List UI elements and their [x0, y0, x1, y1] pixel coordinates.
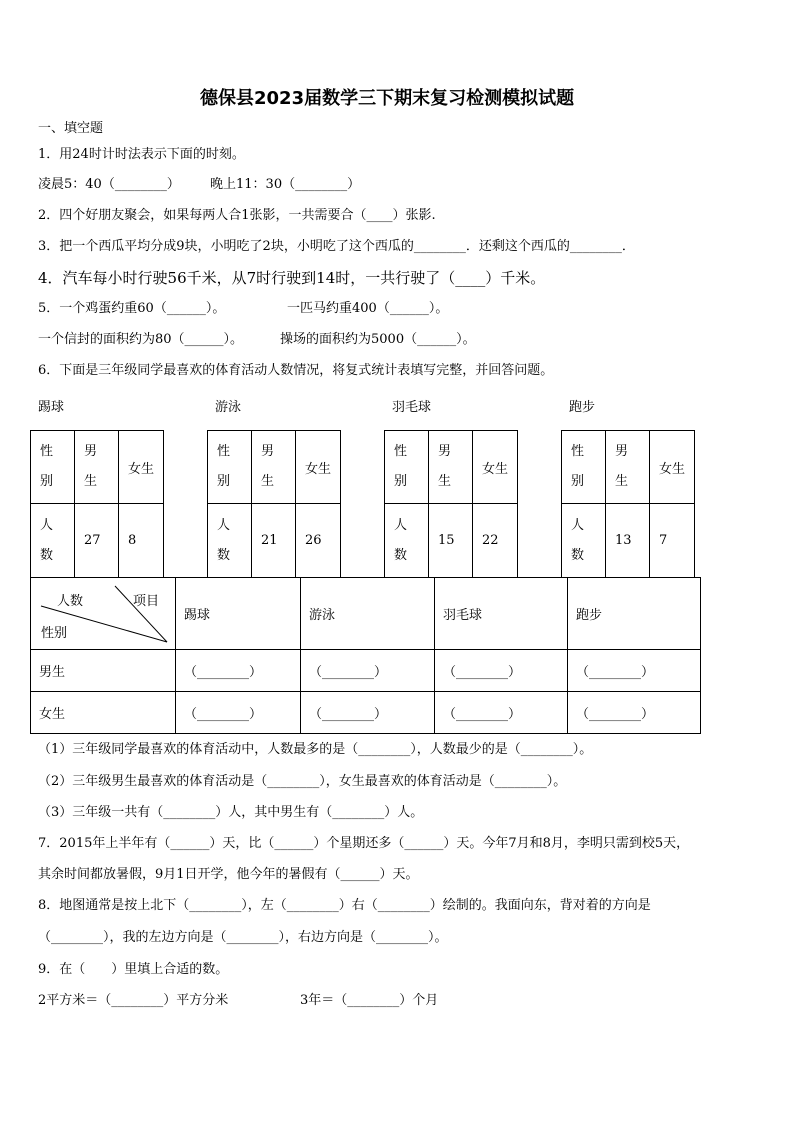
question-1: 1．用24时计时法表示下面的时刻。: [38, 147, 245, 162]
cell-boys-value: 27: [75, 504, 119, 578]
cell-girl-header: 女生: [296, 431, 341, 504]
blank-cell[interactable]: （________）: [176, 692, 301, 734]
question-3: 3．把一个西瓜平均分成9块，小明吃了2块，小明吃了这个西瓜的________．还剩这个西瓜的________．: [38, 239, 635, 254]
table-swimming: [207, 430, 341, 578]
question-5a: 5．一个鸡蛋约重60（______）。: [38, 301, 226, 316]
table-running: [561, 430, 695, 578]
cell-girls-value: 26: [296, 504, 341, 578]
cell-boys-value: 13: [606, 504, 650, 578]
summary-col-swimming: 游泳: [301, 578, 435, 650]
corner-item-label: 项目: [133, 594, 160, 609]
cell-gender: 性 别: [40, 444, 54, 489]
cell-boy-header: 男 生: [261, 444, 275, 489]
question-5d: 操场的面积约为5000（______）。: [280, 332, 476, 347]
cell-boy-header: 男 生: [84, 444, 98, 489]
blank-cell[interactable]: （________）: [301, 650, 435, 692]
question-9: 9．在（ ）里填上合适的数。: [38, 962, 229, 977]
question-8-line2: （________），我的左边方向是（________），右边方向是（________）。: [38, 930, 448, 945]
cell-girls-value: 8: [119, 504, 164, 578]
blank-cell[interactable]: （________）: [568, 650, 701, 692]
summary-col-badminton: 羽毛球: [435, 578, 568, 650]
cell-girl-header: 女生: [473, 431, 518, 504]
cell-count: 人 数: [394, 517, 408, 563]
table-label-badminton: 羽毛球: [392, 400, 432, 415]
cell-gender: 性 别: [394, 444, 408, 489]
cell-count: 人 数: [217, 517, 231, 563]
section-heading: 一、填空题: [38, 121, 104, 136]
summary-row-boys: 男生: [31, 650, 176, 692]
question-5c: 一个信封的面积约为80（______）。: [38, 332, 244, 347]
table-label-football: 踢球: [38, 400, 65, 415]
corner-gender-label: 性别: [41, 626, 68, 641]
blank-cell[interactable]: （________）: [568, 692, 701, 734]
table-label-running: 跑步: [569, 400, 596, 415]
cell-girls-value: 22: [473, 504, 518, 578]
summary-col-football: 踢球: [176, 578, 301, 650]
question-1b: 晚上11：30（________）: [210, 177, 361, 192]
cell-boys-value: 21: [252, 504, 296, 578]
cell-count: 人 数: [571, 517, 585, 563]
cell-girl-header: 女生: [650, 431, 695, 504]
corner-count-label: 人数: [57, 594, 84, 609]
cell-boy-header: 男 生: [615, 444, 629, 489]
cell-count: 人 数: [40, 517, 54, 563]
cell-boy-header: 男 生: [438, 444, 452, 489]
question-1a: 凌晨5：40（________）: [38, 177, 180, 192]
question-9b: 3年＝（________）个月: [300, 993, 439, 1008]
question-4: 4．汽车每小时行驶56千米，从7时行驶到14时，一共行驶了（____）千米。: [38, 269, 546, 287]
question-8-line1: 8．地图通常是按上北下（________），左（________）右（________）绘制的。我面向东，背对着的方向是: [38, 898, 651, 913]
summary-row-girls: 女生: [31, 692, 176, 734]
question-6: 6．下面是三年级同学最喜欢的体育活动人数情况，将复式统计表填写完整，并回答问题。: [38, 363, 554, 378]
question-6-sub2: （2）三年级男生最喜欢的体育活动是（________），女生最喜欢的体育活动是（________）。: [38, 774, 567, 789]
page-title: 德保县2023届数学三下期末复习检测模拟试题: [200, 88, 575, 109]
corner-header-cell: [31, 578, 176, 650]
blank-cell[interactable]: （________）: [176, 650, 301, 692]
cell-gender: 性 别: [571, 444, 585, 489]
blank-cell[interactable]: （________）: [435, 650, 568, 692]
blank-cell[interactable]: （________）: [301, 692, 435, 734]
summary-table: [30, 577, 701, 734]
cell-boys-value: 15: [429, 504, 473, 578]
question-7-line1: 7．2015年上半年有（______）天，比（______）个星期还多（______）天。今年7月和8月，李明只需到校5天，: [38, 836, 690, 851]
blank-cell[interactable]: （________）: [435, 692, 568, 734]
table-football: [30, 430, 164, 578]
summary-col-running: 跑步: [568, 578, 701, 650]
question-6-sub1: （1）三年级同学最喜欢的体育活动中，人数最多的是（________），人数最少的是（________）。: [38, 742, 593, 757]
question-5b: 一匹马约重400（______）。: [287, 301, 449, 316]
table-label-swimming: 游泳: [215, 400, 242, 415]
question-9a: 2平方米＝（________）平方分米: [38, 993, 229, 1008]
cell-girls-value: 7: [650, 504, 695, 578]
question-2: 2．四个好朋友聚会，如果每两人合1张影，一共需要合（____）张影.: [38, 208, 436, 223]
question-6-sub3: （3）三年级一共有（________）人，其中男生有（________）人。: [38, 805, 424, 820]
question-7-line2: 其余时间都放暑假，9月1日开学，他今年的暑假有（______）天。: [38, 867, 419, 882]
cell-girl-header: 女生: [119, 431, 164, 504]
cell-gender: 性 别: [217, 444, 231, 489]
table-badminton: [384, 430, 518, 578]
